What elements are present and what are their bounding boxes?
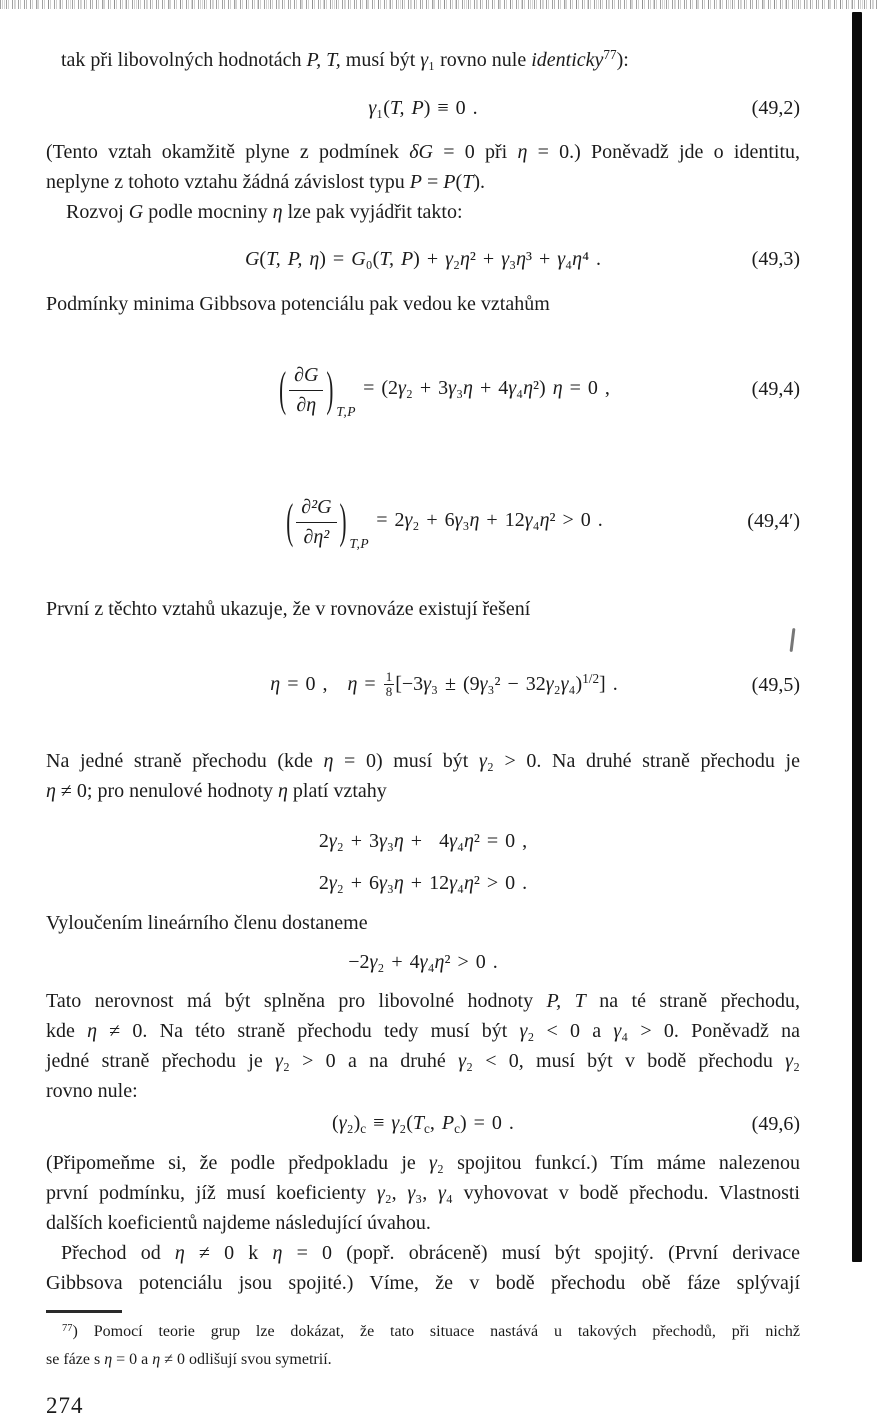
paragraph-line: Tato nerovnost má být splněna pro libovolné hodnoty P, T na té straně přechodu, xyxy=(46,990,801,1012)
paragraph-line: jedné straně přechodu je γ₂ > 0 a na druhé γ₂ < 0, musí být v bodě přechodu γ₂ xyxy=(46,1050,800,1072)
paragraph-line: Rozvoj G podle mocniny η lze pak vyjádřit takto: xyxy=(66,201,463,223)
fraction xyxy=(289,361,323,417)
equation-49-2 xyxy=(46,93,800,123)
equation-body xyxy=(228,669,618,727)
equation-rhs: = (2γ₂ + 3γ₃η + 4γ₄η²) η = 0 , xyxy=(363,376,610,399)
equation-body: G(T, P, η) = G₀(T, P) + γ₂η² + γ₃η³ + γ₄η⁴ . xyxy=(244,248,602,270)
paragraph-line: tak při libovolných hodnotách P, T, musí být γ₁ rovno nule identicky$^{77}$): xyxy=(61,47,629,71)
equation-49-4 xyxy=(46,331,800,447)
equation-49-4-prime xyxy=(46,463,800,579)
paragraph-line: Podmínky minima Gibbsova potenciálu pak vedou ke vztahům xyxy=(46,293,550,315)
equation-rhs: = 2γ₂ + 6γ₃η + 12γ₄η² > 0 . xyxy=(376,508,603,531)
equation-49-6 xyxy=(46,1108,800,1140)
equation-line: 2γ₂ + 6γ₃η + 12γ₄η² > 0 . xyxy=(318,872,528,894)
equation-body: (γ₂)c ≡ γ₂(Tc, Pc) = 0 . xyxy=(332,1112,514,1136)
equation-49-3 xyxy=(46,244,800,274)
page-number: 274 xyxy=(46,1393,84,1418)
paragraph-line: (Tento vztah okamžitě plyne z podmínek δG = 0 při η = 0.) Poněvadž jde o identitu, xyxy=(46,141,801,163)
footnote-rule xyxy=(46,1310,122,1313)
paragraph-line: Přechod od η ≠ 0 k η = 0 (popř. obráceně) musí být spojitý. (První derivace xyxy=(61,1242,801,1264)
fraction-numerator: 1 xyxy=(385,669,393,684)
equation-rhs: $[-3\gamma_3 \pm (9\gamma_3^2 - 32\gamma_2\gamma_4)^{1/2}]$ . xyxy=(395,671,618,695)
paragraph-line: (Připomeňme si, že podle předpokladu je γ₂ spojitou funkcí.) Tím máme nalezenou xyxy=(46,1152,800,1174)
equation-line: 2γ₂ + 3γ₃η + 4γ₄η² = 0 , xyxy=(318,830,528,852)
paragraph-line: dalších koeficientů najdeme následující úvahou. xyxy=(46,1212,431,1234)
equation-stack xyxy=(319,820,527,904)
paragraph-line: Gibbsova potenciálu jsou spojité.) Víme, že v bodě přechodu obě fáze splývají xyxy=(46,1272,800,1294)
equation-49-5 xyxy=(46,639,800,731)
one-eighth-fraction xyxy=(384,671,395,698)
paragraph-line: neplyne z tohoto vztahu žádná závislost typu P = P(T). xyxy=(46,171,485,193)
fraction-numerator: ∂²G xyxy=(296,493,336,523)
equation-number: (49,2) xyxy=(751,97,800,119)
equation-number: (49,5) xyxy=(751,674,800,696)
equation-body: −2γ₂ + 4γ₄η² > 0 . xyxy=(348,951,498,973)
equation-pair xyxy=(46,820,800,904)
paragraph-line: První z těchto vztahů ukazuje, že v rovnováze existují řešení xyxy=(46,598,531,620)
right-paren: ) xyxy=(326,361,334,417)
equation-inequality xyxy=(46,947,800,977)
fraction-subscript: T,P xyxy=(349,536,370,551)
right-paren: ) xyxy=(339,493,347,549)
footnote-line: $^{77}$) Pomocí teorie grup lze dokázat, že tato situace nastává u takových přechodů, při nichž xyxy=(62,1322,800,1340)
paragraph-line: Na jedné straně přechodu (kde η = 0) musí být γ₂ > 0. Na druhé straně přechodu je xyxy=(46,750,800,772)
equation-body xyxy=(236,361,610,443)
paragraph-line: η ≠ 0; pro nenulové hodnoty η platí vztahy xyxy=(46,780,387,802)
equation-number: (49,4′) xyxy=(747,510,800,532)
fraction-subscript: T,P xyxy=(336,404,357,419)
paragraph-line: první podmínku, jíž musí koeficienty γ₂, γ₃, γ₄ vyhovovat v bodě přechodu. Vlastnosti xyxy=(46,1182,800,1204)
paragraph-line: rovno nule: xyxy=(46,1080,138,1102)
fraction-denominator: ∂η xyxy=(296,394,317,416)
fraction-denominator: ∂η² xyxy=(303,526,330,548)
equation-body: γ₁(T, P) ≡ 0 . xyxy=(368,97,478,119)
left-paren: ( xyxy=(279,361,287,417)
fraction-numerator: ∂G xyxy=(289,361,323,391)
equation-number: (49,6) xyxy=(751,1113,800,1135)
equation-number: (49,3) xyxy=(751,248,800,270)
footnote-line: se fáze s η = 0 a η ≠ 0 odlišují svou symetrií. xyxy=(46,1351,332,1368)
paragraph-line: Vyloučením lineárního členu dostaneme xyxy=(46,912,368,934)
equation-number: (49,4) xyxy=(751,378,800,400)
equation-body xyxy=(243,493,603,575)
equation-lhs: η = 0 , η = xyxy=(270,673,383,695)
fraction-denominator: 8 xyxy=(385,684,393,699)
left-paren: ( xyxy=(286,493,294,549)
paragraph-line: kde η ≠ 0. Na této straně přechodu tedy musí být γ₂ < 0 a γ₄ > 0. Poněvadž na xyxy=(46,1020,800,1042)
fraction xyxy=(296,493,336,549)
